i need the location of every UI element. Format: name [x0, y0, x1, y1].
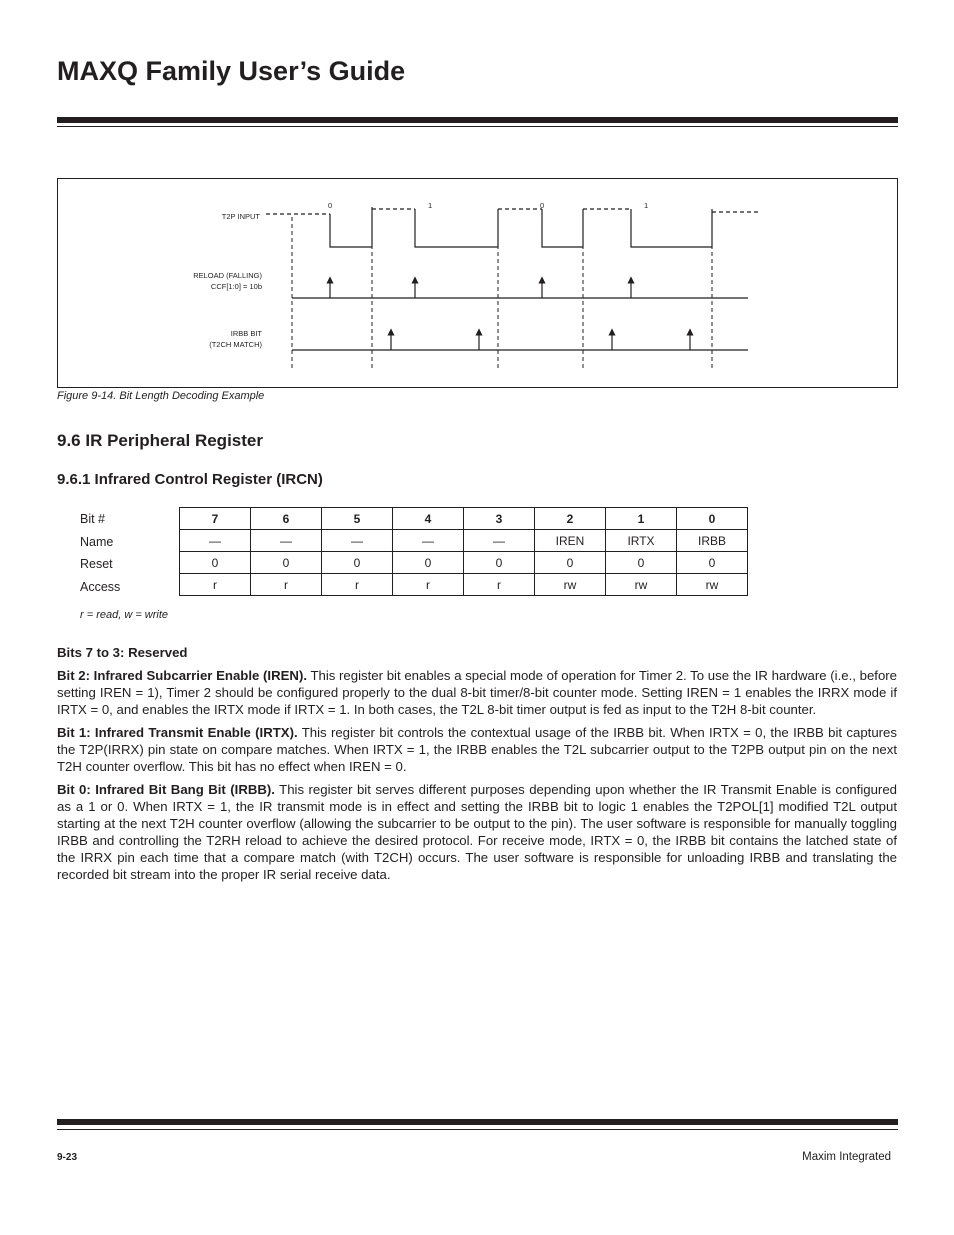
- bit-value-label: 0: [328, 201, 333, 210]
- bit-cell: 3: [464, 508, 535, 530]
- reset-cell: 0: [180, 552, 251, 574]
- timing-diagram-figure: [57, 178, 898, 388]
- bit-cell: 6: [251, 508, 322, 530]
- name-cell: —: [464, 530, 535, 552]
- name-cell: —: [322, 530, 393, 552]
- name-cell: —: [393, 530, 464, 552]
- label-irbb-1: IRBB BIT: [230, 329, 262, 338]
- header-rule-thick: [57, 117, 898, 123]
- reset-cell: 0: [677, 552, 748, 574]
- label-t2p-input: T2P INPUT: [221, 212, 260, 221]
- name-cell: —: [251, 530, 322, 552]
- page-number: 9-23: [57, 1152, 78, 1163]
- bit-value-label: 1: [428, 201, 433, 210]
- row-label-bit: Bit #: [80, 512, 106, 526]
- reset-cell: 0: [251, 552, 322, 574]
- access-cell: rw: [606, 574, 677, 596]
- irbb-waveform: [292, 332, 748, 350]
- reset-cell: 0: [322, 552, 393, 574]
- access-cell: rw: [677, 574, 748, 596]
- label-reload-2: CCF[1:0] = 10b: [210, 282, 262, 291]
- reset-row: [180, 552, 748, 574]
- paragraph-text: This register bit serves different purposes depending upon whether the IR Transmit Enable is configured as a 1 or 0. When IRTX = 1, the IR transmit mode is in effect and setting the IRBB bit to logic 1 enables the T2POL[1] modified T2L output starting at the next T2H counter overflow (allowing the subcarrier to be output to the pin). The user software is responsible for manually toggling IRBB and controlling the T2RH reload to achieve the desired protocol. For receive mode, IRTX = 0, the IRBB bit contains the latched state of the IRRX pin each time that a compare match (with T2CH) occurs. The user software is responsible for unloading IRBB and translating the recorded bit stream into the proper IR serial receive data.: [57, 782, 897, 882]
- paragraph-text: This register bit enables a special mode of operation for Timer 2. To use the IR hardware (i.e., before setting IREN = 1), Timer 2 should be configured properly to the dual 8-bit timer/8-bit counter mode. Setting IREN = 1 enables the IRRX mode if IRTX = 0, and enables the IRTX mode if IRTX = 1. In both cases, the T2L 8-bit timer output is fed as input to the T2H 8-bit counter.: [57, 668, 897, 717]
- access-cell: r: [322, 574, 393, 596]
- paragraph-irtx: [57, 724, 897, 775]
- footer-rule-thick: [57, 1119, 898, 1125]
- label-reload-1: RELOAD (FALLING): [193, 271, 262, 280]
- paragraph-heading: Bit 0: Infrared Bit Bang Bit (IRBB).: [57, 782, 275, 797]
- paragraph-heading: Bit 2: Infrared Subcarrier Enable (IREN).: [57, 668, 307, 683]
- bit-cell: 7: [180, 508, 251, 530]
- header-rule-thin: [57, 126, 898, 127]
- name-row: [180, 530, 748, 552]
- access-cell: rw: [535, 574, 606, 596]
- figure-caption: Figure 9-14. Bit Length Decoding Example: [57, 390, 265, 402]
- bit-cell: 2: [535, 508, 606, 530]
- paragraph-reserved: [57, 644, 897, 661]
- register-row-labels: [80, 508, 120, 598]
- footer-company: Maxim Integrated: [802, 1151, 891, 1163]
- section-heading: 9.6 IR Peripheral Register: [57, 431, 263, 450]
- access-row: [180, 574, 748, 596]
- subsection-heading: 9.6.1 Infrared Control Register (IRCN): [57, 471, 323, 488]
- timing-diagram: [58, 179, 897, 387]
- bit-cell: 4: [393, 508, 464, 530]
- row-label-name: Name: [80, 534, 114, 549]
- guide-lines: [292, 217, 712, 369]
- name-cell: IREN: [535, 530, 606, 552]
- signal-labels: [193, 212, 262, 349]
- bit-number-row: [180, 508, 748, 530]
- name-cell: IRBB: [677, 530, 748, 552]
- row-label-access: Access: [80, 579, 121, 594]
- footer-rule-thin: [57, 1129, 898, 1130]
- bit-cell: 1: [606, 508, 677, 530]
- access-cell: r: [251, 574, 322, 596]
- paragraph-irbb: [57, 781, 897, 883]
- register-table: [179, 507, 748, 596]
- reset-cell: 0: [535, 552, 606, 574]
- name-cell: IRTX: [606, 530, 677, 552]
- label-irbb-2: (T2CH MATCH): [209, 340, 262, 349]
- bit-value-label: 0: [540, 201, 545, 210]
- paragraph-iren: [57, 667, 897, 718]
- paragraph-heading: Bit 1: Infrared Transmit Enable (IRTX).: [57, 725, 298, 740]
- reload-waveform: [292, 280, 748, 298]
- reset-cell: 0: [464, 552, 535, 574]
- bit-cell: 5: [322, 508, 393, 530]
- row-label-reset: Reset: [80, 557, 113, 571]
- access-legend: r = read, w = write: [80, 609, 169, 621]
- reset-cell: 0: [606, 552, 677, 574]
- reset-cell: 0: [393, 552, 464, 574]
- body-text: [57, 644, 897, 889]
- bit-value-label: 1: [644, 201, 649, 210]
- paragraph-heading: Bits 7 to 3: Reserved: [57, 645, 188, 660]
- bit-cell: 0: [677, 508, 748, 530]
- access-cell: r: [180, 574, 251, 596]
- paragraph-text: This register bit controls the contextual usage of the IRBB bit. When IRTX = 0, the IRBB bit captures the T2P(IRRX) pin state on compare matches. When IRTX = 1, the IRBB enables the T2L subcarrier output to the T2PB output pin on the next T2H counter overflow. This bit has no effect when IREN = 0.: [57, 725, 897, 774]
- t2p-input-waveform: [266, 207, 758, 247]
- name-cell: —: [180, 530, 251, 552]
- access-cell: r: [393, 574, 464, 596]
- document-title: MAXQ Family User’s Guide: [57, 56, 406, 86]
- access-cell: r: [464, 574, 535, 596]
